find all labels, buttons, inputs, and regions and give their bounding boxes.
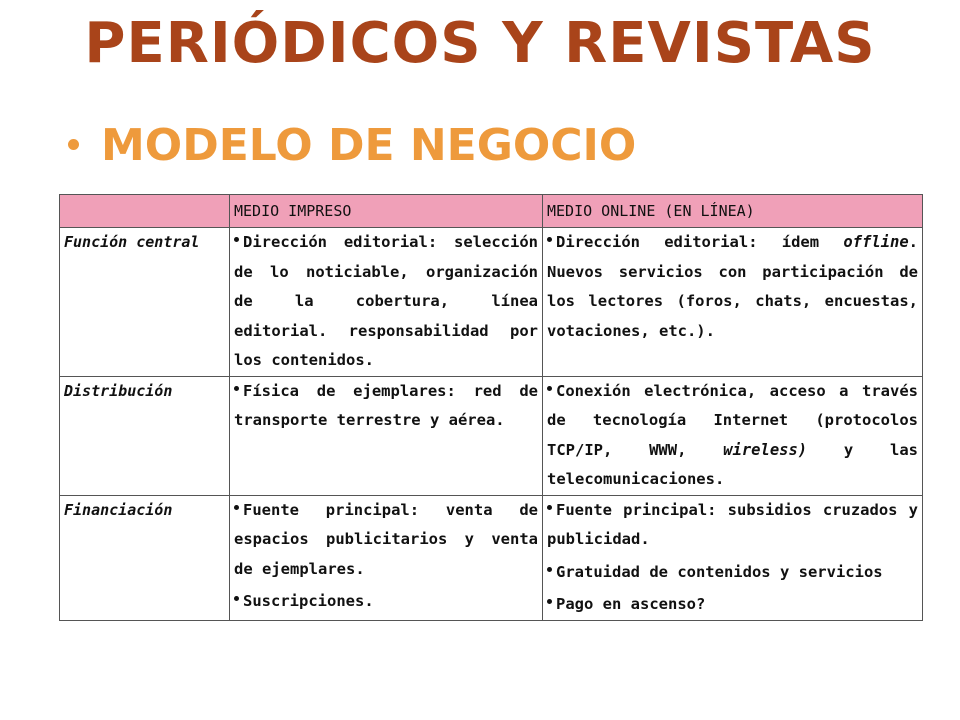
cell-text: Fuente principal: venta de espacios publicitarios y venta de ejemplares. <box>234 500 538 578</box>
cell-print-central-function <box>230 228 543 377</box>
business-model-table <box>59 194 923 621</box>
cell-text-italic: wireless) <box>723 440 808 459</box>
cell-text: Suscripciones. <box>243 592 374 610</box>
bullet-icon <box>547 599 552 604</box>
cell-print-distribution <box>230 376 543 495</box>
bullet-icon <box>234 505 239 510</box>
header-cell-empty <box>60 195 230 228</box>
section-heading-text: MODELO DE NEGOCIO <box>101 120 637 171</box>
cell-text: Pago en ascenso? <box>556 595 706 613</box>
cell-text: Física de ejemplares: red de transporte terrestre y aérea. <box>234 381 538 429</box>
cell-text: . Nuevos servicios con participación de los lectores (foros, chats, encuestas, votaciones, etc.). <box>547 233 918 340</box>
row-label-central-function: Función central <box>60 228 230 377</box>
table-header-row <box>60 195 923 228</box>
cell-text: y las telecomunicaciones. <box>547 440 918 488</box>
row-label-distribution: Distribución <box>60 376 230 495</box>
bullet-icon <box>547 237 552 242</box>
cell-text: Conexión electrónica, acceso a través de tecnología Internet (protocolos TCP/IP, WWW, <box>547 381 918 459</box>
cell-text-italic: offline <box>843 233 909 251</box>
table-row <box>60 228 923 377</box>
cell-text: Gratuidad de contenidos y servicios <box>556 562 883 581</box>
cell-online-financing <box>543 495 923 620</box>
cell-text: Dirección editorial: ídem <box>556 233 844 251</box>
header-cell-print: MEDIO IMPRESO <box>230 195 543 228</box>
cell-online-distribution <box>543 376 923 495</box>
table-row <box>60 376 923 495</box>
cell-text: Fuente principal: subsidios cruzados y publicidad. <box>547 500 918 548</box>
bullet-icon <box>547 567 552 572</box>
cell-print-financing <box>230 495 543 620</box>
bullet-icon <box>234 596 239 601</box>
section-heading <box>68 116 636 176</box>
bullet-icon <box>547 505 552 510</box>
table-row <box>60 495 923 620</box>
header-cell-online: MEDIO ONLINE (EN LÍNEA) <box>543 195 923 228</box>
cell-text: Dirección editorial: selección de lo noticiable, organización de la cobertura, línea editorial. responsabilidad por los contenidos. <box>234 233 538 369</box>
bullet-icon <box>234 386 239 391</box>
bullet-icon <box>68 139 79 150</box>
row-label-financing: Financiación <box>60 495 230 620</box>
bullet-icon <box>234 237 239 242</box>
page-title: PERIÓDICOS Y REVISTAS <box>84 11 876 76</box>
cell-online-central-function <box>543 228 923 377</box>
bullet-icon <box>547 386 552 391</box>
